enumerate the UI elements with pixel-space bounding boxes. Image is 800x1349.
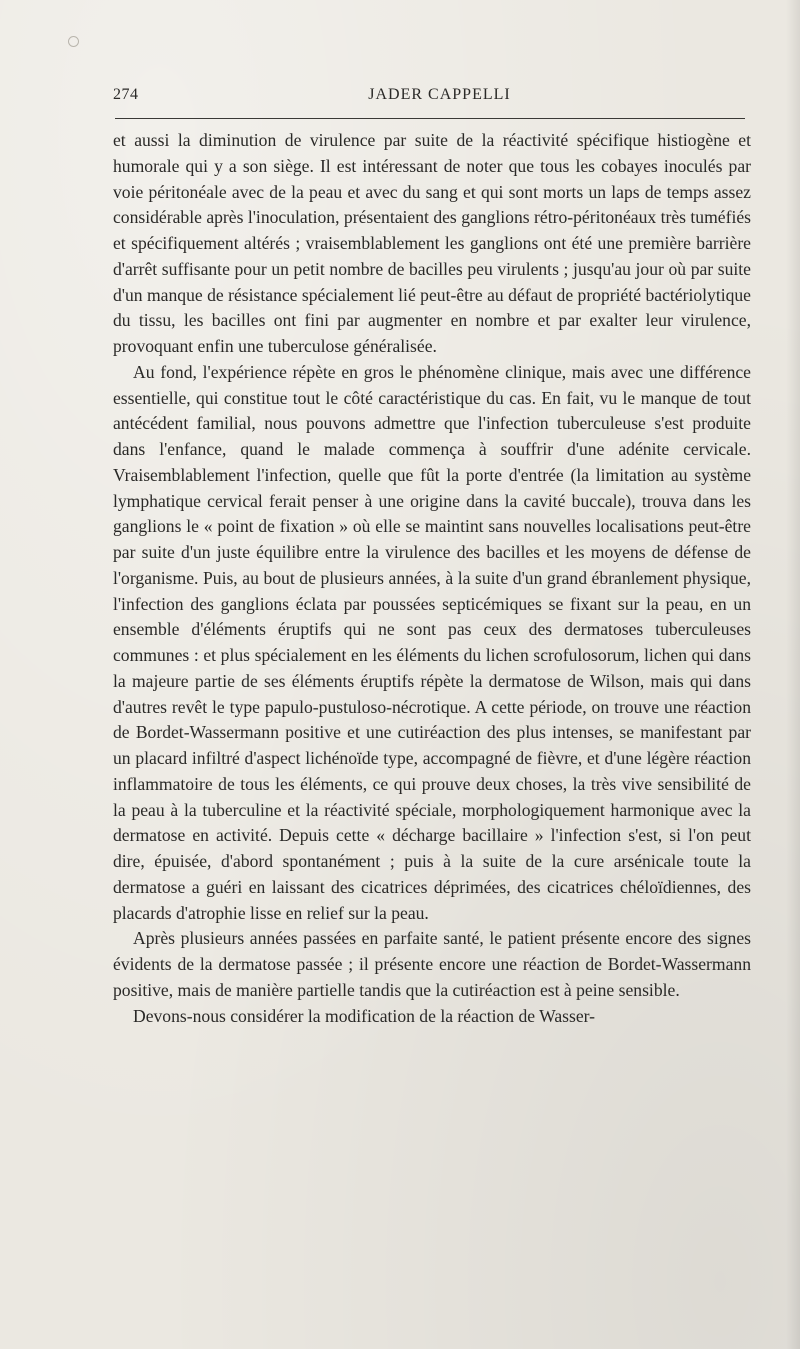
page-edge-shadow	[786, 0, 800, 1349]
page-number: 274	[113, 86, 139, 103]
paragraph: Devons-nous considérer la modification de la réaction de Wasser-	[133, 1005, 596, 1026]
paragraph: Après plusieurs années passées en parfaite santé, le patient présente encore des signes évidents de la dermatose passée ; il présente encore une réaction de Bordet-Wassermann positive, mais de manière partielle tandis que la cutiréaction est à peine sensible.	[113, 928, 751, 1000]
body-text	[113, 128, 751, 1029]
paragraph: Au fond, l'expérience répète en gros le phénomène clinique, mais avec une différence essentielle, qui constitue tout le côté caractéristique du cas. En fait, vu le manque de tout antécédent familial, nous pouvons admettre que l'infection tuberculeuse s'est produite dans l'enfance, quand le malade commença à souffrir d'une adénite cervicale. Vraisemblablement l'infection, quelle que fût la porte d'entrée (la limitation au système lymphatique cervical ferait penser à une origine dans la cavité buccale), trouva dans les ganglions le « point de fixation » où elle se maintint sans nouvelles localisations peut-être par suite d'un juste équilibre entre la virulence des bacilles et les moyens de défense de l'organisme. Puis, au bout de plusieurs années, à la suite d'un grand ébranlement physique, l'infection des ganglions éclata par poussées septicémiques se fixant sur la peau, en un ensemble d'éléments éruptifs qui ne sont pas ceux des dermatoses tuberculeuses communes : et plus spécialement en les éléments du lichen scrofulosorum, lichen qui dans la majeure partie de ses éléments éruptifs répète la dermatose de Wilson, mais qui dans d'autres revêt le type papulo-pustuloso-nécrotique. A cette période, on trouve une réaction de Bordet-Wassermann positive et une cutiréaction des plus intenses, se manifestant par un placard infiltré d'aspect lichénoïde type, accompagné de fièvre, et d'une légère réaction inflammatoire de tous les éléments, ce qui prouve deux choses, la très vive sensibilité de la peau à la tuberculine et la réactivité spéciale, morphologiquement harmonique avec la dermatose en activité. Depuis cette « décharge bacillaire » l'infection s'est, si l'on peut dire, épuisée, d'abord spontanément ; puis à la suite de la cure arsénicale toute la dermatose a guéri en laissant des cicatrices déprimées, des cicatrices chéloïdiennes, des placards d'atrophie lisse en relief sur la peau.	[113, 361, 751, 923]
running-head: JADER CAPPELLI	[368, 86, 511, 103]
paragraph-continued: et aussi la diminution de virulence par suite de la réactivité spécifique histiogène et humorale qui y a son siège. Il est intéressant de noter que tous les cobayes inoculés par voie péritonéale avec de la peau et avec du sang et qui sont morts un laps de temps assez considérable après l'inoculation, présentaient des ganglions rétro-péritonéaux très tuméfiés et spécifiquement altérés ; vraisemblablement les ganglions ont été une première barrière d'arrêt suffisante pour un petit nombre de bacilles peu virulents ; jusqu'au jour où par suite d'un manque de résistance spécialement lié peut-être au défaut de propriété bactériolytique du tissu, les bacilles ont fini par augmenter en nombre et par exalter leur virulence, provoquant enfin une tuberculose généralisée.	[113, 130, 751, 356]
header-rule	[115, 118, 745, 119]
page-header	[113, 86, 744, 108]
binding-hole-mark	[68, 36, 79, 47]
